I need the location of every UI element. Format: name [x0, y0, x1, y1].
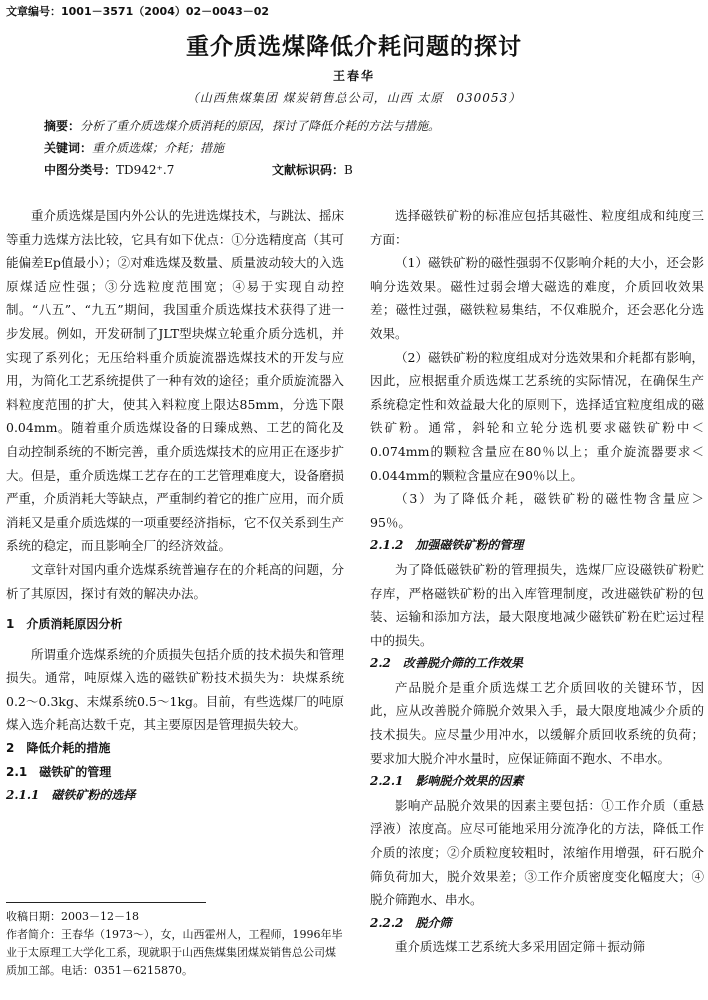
paragraph: 影响产品脱介效果的因素主要包括：①工作介质（重悬浮液）浓度高。应尽可能地采用分流净化的方法，降低工作介质的浓度；②介质粒度较粗时，浓缩作用增强，矸石脱介筛负荷加大，脱介效果差；③工作介质密度变化幅度大；④脱介筛跑水、串水。 [370, 797, 704, 908]
paragraph: 选择磁铁矿粉的标准应包括其磁性、粒度组成和纯度三方面： [370, 208, 704, 247]
author: 王春华 [332, 69, 375, 83]
section-heading: 1 介质消耗原因分析 [6, 617, 123, 632]
paragraph: 所谓重介选煤系统的介质损失包括介质的技术损失和管理损失。通常，吨原煤入选的磁铁矿粉技术损失为：块煤系统0.2～0.3kg、末煤系统0.5～1kg。目前，有些选煤厂的吨原煤入选介耗高达数千克，其主要原因是管理损失较大。 [6, 646, 344, 733]
paragraph: 重介质选煤工艺系统大多采用固定筛＋振动筛 [395, 939, 646, 955]
section-heading: 2 降低介耗的措施 [6, 741, 111, 756]
abstract-label: 摘要： [44, 119, 81, 133]
affiliation: （山西焦煤集团 煤炭销售总公司，山西 太原 030053） [186, 91, 522, 105]
received-date: 收稿日期：2003－12－18 [6, 910, 139, 923]
paragraph: 为了降低磁铁矿粉的管理损失，选煤厂应设磁铁矿粉贮存库，严格磁铁矿粉的出入库管理制度，改进磁铁矿粉的包装、运输和添加方法，最大限度地减少磁铁矿粉在贮运过程中的损失。 [370, 561, 704, 648]
subsection-heading: 2.1 磁铁矿的管理 [6, 764, 112, 779]
footnote-rule [6, 902, 206, 903]
subsubsection-heading: 2.1.2 加强磁铁矿粉的管理 [370, 538, 524, 553]
doc-code-value: B [344, 163, 353, 177]
doc-code-label: 文献标识码： [271, 163, 344, 177]
footnote [6, 908, 346, 980]
paragraph: （2）磁铁矿粉的粒度组成对分选效果和介耗都有影响，因此，应根据重介质选煤工艺系统的实际情况，在确保生产系统稳定性和效益最大化的原则下，选择适宜粒度组成的磁铁矿粉。通常，斜轮和立轮分选机要求磁铁矿粉中＜0.074mm的颗粒含量应在80％以上；重介旋流器要求＜0.044mm的颗粒含量应在90％以上。 [370, 349, 704, 483]
left-column [6, 204, 344, 808]
paragraph: （1）磁铁矿粉的磁性强弱不仅影响介耗的大小，还会影响分选效果。磁性过弱会增大磁选的难度，介质回收效果差；磁性过强，磁铁粒易集结，不仅难脱介，还会恶化分选效果。 [370, 255, 704, 341]
classification [44, 161, 684, 178]
clc-value: TD942⁺.7 [116, 163, 175, 177]
paragraph: 重介质选煤是国内外公认的先进选煤技术，与跳汰、摇床等重力选煤方法比较，它具有如下优点：①分选精度高（其可能偏差Ep值最小）；②对难选煤及数量、质量波动较大的入选原煤适应性强；③分选粒度范围宽；④易于实现自动控制。“八五”、“九五”期间，我国重介质选煤技术获得了进一步发展。例如，开发研制了JLT型块煤立轮重介质分选机，并实现了系列化；无压给料重介质旋流器选煤技术的开发与应用，为简化工艺系统提供了一种有效的途径；重介质旋流器入料粒度范围的扩大，使其入料粒度上限达85mm，分选下限0.04mm。随着重介质选煤设备的日臻成熟、工艺的简化及自动控制系统的不断完善，重介质选煤技术的应用正在逐步扩大。但是，重介质选煤工艺存在的工艺管理难度大，设备磨损严重，介质消耗大等缺点，严重制约着它的推广应用，而介质消耗又是重介质选煤的一项重要经济指标，它不仅关系到生产系统的稳定，而且影响全厂的经济效益。 [6, 208, 344, 554]
clc-label: 中图分类号： [44, 163, 117, 177]
article-number: 文章编号：1001－3571（2004）02－0043－02 [6, 5, 270, 18]
right-column [370, 204, 704, 959]
abstract-text: 分析了重介质选煤介质消耗的原因，探讨了降低介耗的方法与措施。 [80, 119, 441, 133]
abstract [44, 117, 684, 134]
paragraph: 文章针对国内重介选煤系统普遍存在的介耗高的问题，分析了其原因，探讨有效的解决办法。 [6, 561, 344, 601]
author-bio: 作者简介：王春华（1973～），女，山西霍州人，工程师，1996年毕业于太原理工大学化工系，现就职于山西焦煤集团煤炭销售总公司煤质加工部。电话：0351－6215870。 [6, 928, 343, 977]
keywords-text: 重介质选煤；介耗；措施 [92, 141, 225, 155]
keywords-label: 关键词： [44, 141, 93, 155]
keywords [44, 139, 684, 156]
paragraph: （3）为了降低介耗，磁铁矿粉的磁性物含量应＞95％。 [370, 491, 704, 530]
subsection-heading: 2.2 改善脱介筛的工作效果 [370, 656, 523, 671]
subsubsection-heading: 2.2.1 影响脱介效果的因素 [370, 774, 524, 789]
subsubsection-heading: 2.1.1 磁铁矿粉的选择 [6, 788, 136, 803]
subsubsection-heading: 2.2.2 脱介筛 [370, 915, 452, 930]
paragraph: 产品脱介是重介质选煤工艺介质回收的关键环节，因此，应从改善脱介筛脱介效果入手，最大限度地减少介质的技术损失。应尽量少用冲水，以缓解介质回收系统的负荷；要求加大脱介冲水量时，应保证筛面不跑水、不串水。 [370, 679, 704, 766]
paper-title: 重介质选煤降低介耗问题的探讨 [186, 34, 522, 60]
